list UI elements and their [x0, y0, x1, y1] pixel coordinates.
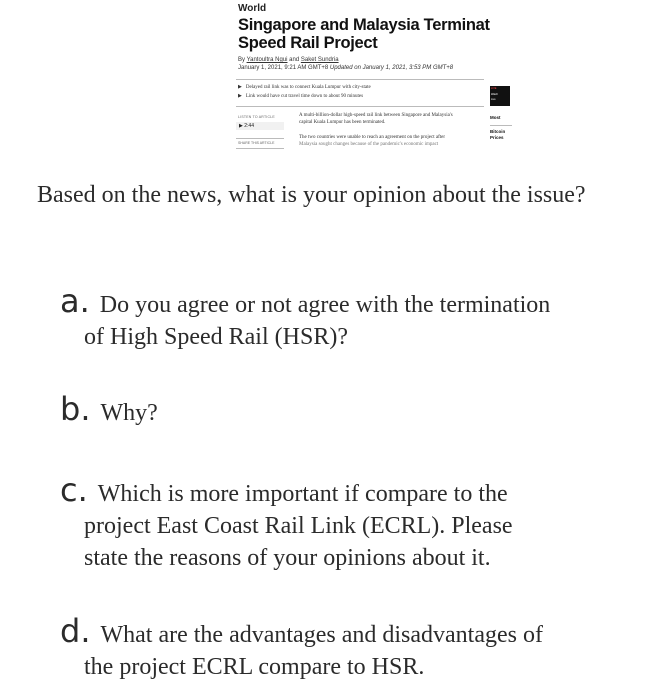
item-text-continued: of High Speed Rail (HSR)? — [84, 324, 348, 350]
news-paragraph-1 — [299, 112, 453, 126]
share-label: SHARE THIS ARTICLE — [238, 141, 275, 145]
byline-prefix: By — [238, 57, 246, 63]
most-read-label: Most — [490, 115, 501, 120]
news-bullets — [238, 84, 371, 102]
paragraph-line: The two countries were unable to reach an agreement on the project after — [299, 135, 446, 140]
item-letter: c. — [60, 471, 88, 509]
listen-label: LISTEN TO ARTICLE — [238, 115, 275, 119]
item-letter: d. — [60, 612, 91, 650]
item-text-continued: state the reasons of your opinions about it. — [84, 545, 491, 571]
question-item-a — [60, 282, 620, 353]
watch-label: Watch — [491, 92, 498, 96]
news-headline-line1: Singapore and Malaysia Terminat — [238, 16, 490, 34]
question-item-c — [60, 471, 620, 574]
updated-date: Updated on January 1, 2021, 3:53 PM GMT+8 — [329, 65, 454, 71]
listen-play-button[interactable] — [236, 122, 284, 130]
news-article-snippet — [236, 0, 566, 152]
author-link-1[interactable]: Yantoultra Ngui — [246, 57, 288, 63]
live-label: Live — [491, 98, 496, 101]
item-text: Which is more important if compare to the — [97, 481, 508, 507]
news-byline — [238, 57, 339, 63]
news-dateline — [238, 65, 453, 71]
author-link-2[interactable]: Saket Sundria — [300, 57, 339, 63]
item-text-continued: project East Coast Rail Link (ECRL). Please — [84, 513, 513, 539]
live-tv-thumbnail[interactable] — [490, 86, 510, 106]
question-item-b — [60, 390, 620, 429]
item-text: Why? — [100, 400, 158, 426]
divider — [236, 79, 484, 80]
question-prompt: Based on the news, what is your opinion about the issue? — [37, 182, 586, 208]
bullet-arrow-icon: ▶ — [238, 94, 242, 99]
divider — [490, 125, 512, 126]
byline-and: and — [289, 57, 300, 63]
item-letter: b. — [60, 390, 91, 428]
live-badge: LIVE — [491, 87, 497, 90]
divider — [236, 138, 284, 139]
bullet-item — [238, 84, 371, 93]
item-text: What are the advantages and disadvantages of — [100, 622, 543, 648]
divider — [236, 148, 284, 149]
bullet-text: Delayed rail link was to connect Kuala Lumpur with city-state — [245, 85, 371, 90]
news-paragraph-2 — [299, 134, 445, 148]
paragraph-line: capital Kuala Lumpur has been terminated. — [299, 120, 386, 125]
side-bitcoin[interactable]: Bitcoin — [490, 129, 506, 134]
news-headline-line2: Speed Rail Project — [238, 34, 378, 52]
item-letter: a. — [60, 282, 90, 320]
side-prices[interactable]: Prices — [490, 135, 504, 140]
paragraph-line: Malaysia sought changes because of the pandemic's economic impact — [299, 142, 439, 147]
bullet-item — [238, 93, 371, 102]
listen-duration: 2:44 — [244, 123, 254, 129]
news-section-label: World — [238, 3, 267, 14]
divider — [236, 106, 484, 107]
news-headline — [238, 16, 566, 52]
question-item-d — [60, 612, 620, 683]
publish-date: January 1, 2021, 9:21 AM GMT+8 — [238, 65, 329, 71]
bullet-text: Link would have cut travel time down to about 90 minutes — [245, 94, 364, 99]
item-text: Do you agree or not agree with the termination — [99, 292, 551, 318]
item-text-continued: the project ECRL compare to HSR. — [84, 654, 425, 680]
play-icon: ▶ — [239, 123, 243, 129]
paragraph-line: A multi-billion-dollar high-speed rail link between Singapore and Malaysia's — [299, 113, 453, 118]
bullet-arrow-icon: ▶ — [238, 85, 242, 90]
